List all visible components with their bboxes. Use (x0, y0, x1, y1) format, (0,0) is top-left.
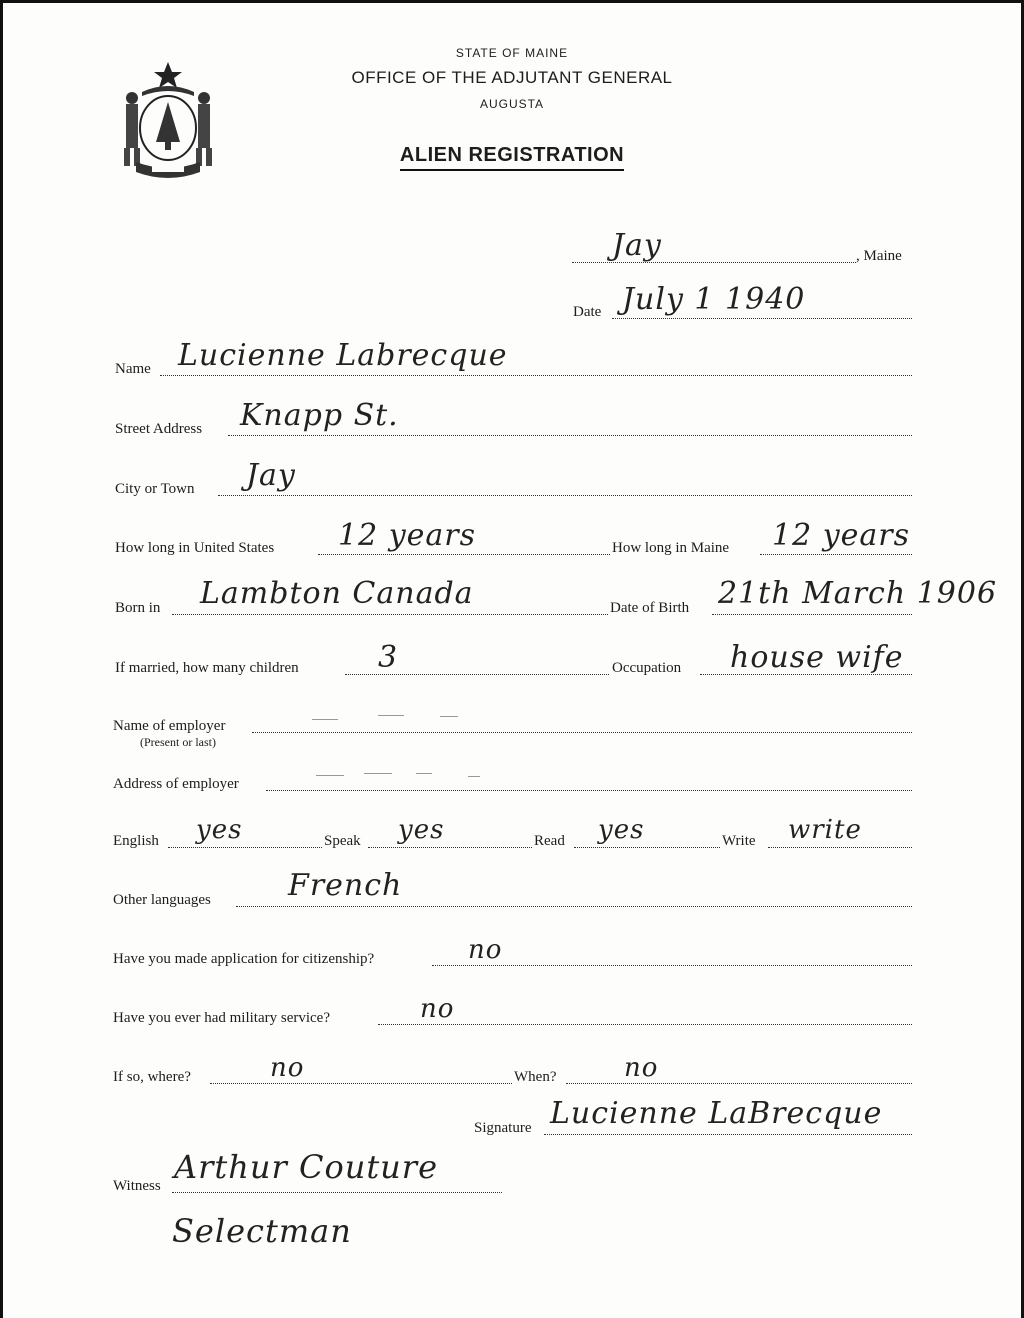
languages-value: French (288, 868, 403, 903)
name-value: Lucienne Labrecque (178, 338, 508, 373)
maine-label: How long in Maine (612, 540, 730, 556)
employer-address-dash-4 (468, 776, 480, 777)
date-value: July 1 1940 (622, 282, 806, 317)
form-title-text: ALIEN REGISTRATION (400, 144, 624, 171)
us-value: 12 years (338, 518, 477, 553)
dob-label: Date of Birth (610, 600, 690, 616)
born-label: Born in (115, 600, 161, 616)
dob-value: 21th March 1906 (718, 576, 998, 611)
maine-line (760, 554, 912, 555)
name-line (160, 375, 912, 376)
witness-line (172, 1192, 502, 1193)
city-label: City or Town (115, 481, 195, 497)
military-label: Have you ever had military service? (113, 1010, 330, 1026)
form-title (0, 144, 1024, 171)
born-line (172, 614, 608, 615)
signature-label: Signature (474, 1120, 532, 1136)
signature-line (544, 1134, 912, 1135)
employer-label: Name of employer (113, 718, 226, 734)
employer-address-dash-3 (416, 773, 432, 774)
employer-sublabel: (Present or last) (140, 735, 216, 749)
speak-line (368, 847, 532, 848)
employer-address-line (266, 790, 912, 791)
read-value: yes (598, 815, 645, 845)
place-value: Jay (612, 228, 662, 263)
witness-value: Arthur Couture (174, 1148, 439, 1186)
citizenship-line (432, 965, 912, 966)
employer-dash-3 (440, 716, 458, 717)
city-heading: AUGUSTA (479, 97, 545, 111)
witness-label: Witness (113, 1178, 161, 1194)
scan-border-top (0, 0, 1024, 3)
us-line (318, 554, 610, 555)
languages-line (236, 906, 912, 907)
scan-border-left (0, 0, 3, 1318)
children-label: If married, how many children (115, 660, 299, 676)
when-line (566, 1083, 912, 1084)
speak-value: yes (398, 815, 445, 845)
citizenship-value: no (468, 935, 503, 965)
speak-label: Speak (324, 833, 361, 849)
witness-title: Selectman (172, 1212, 352, 1250)
where-line (210, 1083, 512, 1084)
when-label: When? (514, 1069, 557, 1085)
date-label: Date (573, 304, 602, 320)
read-line (574, 847, 720, 848)
employer-dash-1 (312, 719, 338, 720)
born-value: Lambton Canada (200, 576, 474, 611)
street-line (228, 435, 912, 436)
read-label: Read (534, 833, 565, 849)
employer-address-dash-2 (364, 773, 392, 774)
place-label: , Maine (856, 248, 902, 264)
street-value: Knapp St. (240, 398, 399, 433)
us-label: How long in United States (115, 540, 275, 556)
military-line (378, 1024, 912, 1025)
city-value: Jay (246, 458, 296, 493)
employer-address-dash-1 (316, 775, 344, 776)
date-line (612, 318, 912, 319)
name-label: Name (115, 361, 151, 377)
when-value: no (624, 1053, 659, 1083)
city-line (218, 495, 912, 496)
state-heading: STATE OF MAINE (455, 46, 569, 60)
maine-value: 12 years (772, 518, 911, 553)
street-label: Street Address (115, 421, 203, 437)
occupation-value: house wife (730, 640, 904, 675)
write-value: write (788, 815, 862, 845)
children-value: 3 (378, 640, 399, 675)
signature-value: Lucienne LaBrecque (550, 1096, 883, 1131)
english-label: English (113, 833, 159, 849)
write-label: Write (722, 833, 756, 849)
where-label: If so, where? (113, 1069, 191, 1085)
languages-label: Other languages (113, 892, 211, 908)
citizenship-label: Have you made application for citizenship? (113, 951, 375, 967)
employer-line (252, 732, 912, 733)
office-heading: OFFICE OF THE ADJUTANT GENERAL (351, 68, 673, 87)
english-line (168, 847, 322, 848)
military-value: no (420, 994, 455, 1024)
dob-line (712, 614, 912, 615)
employer-address-label: Address of employer (113, 776, 239, 792)
where-value: no (270, 1053, 305, 1083)
employer-dash-2 (378, 715, 404, 716)
english-value: yes (196, 815, 243, 845)
occupation-label: Occupation (612, 660, 682, 676)
write-line (768, 847, 912, 848)
